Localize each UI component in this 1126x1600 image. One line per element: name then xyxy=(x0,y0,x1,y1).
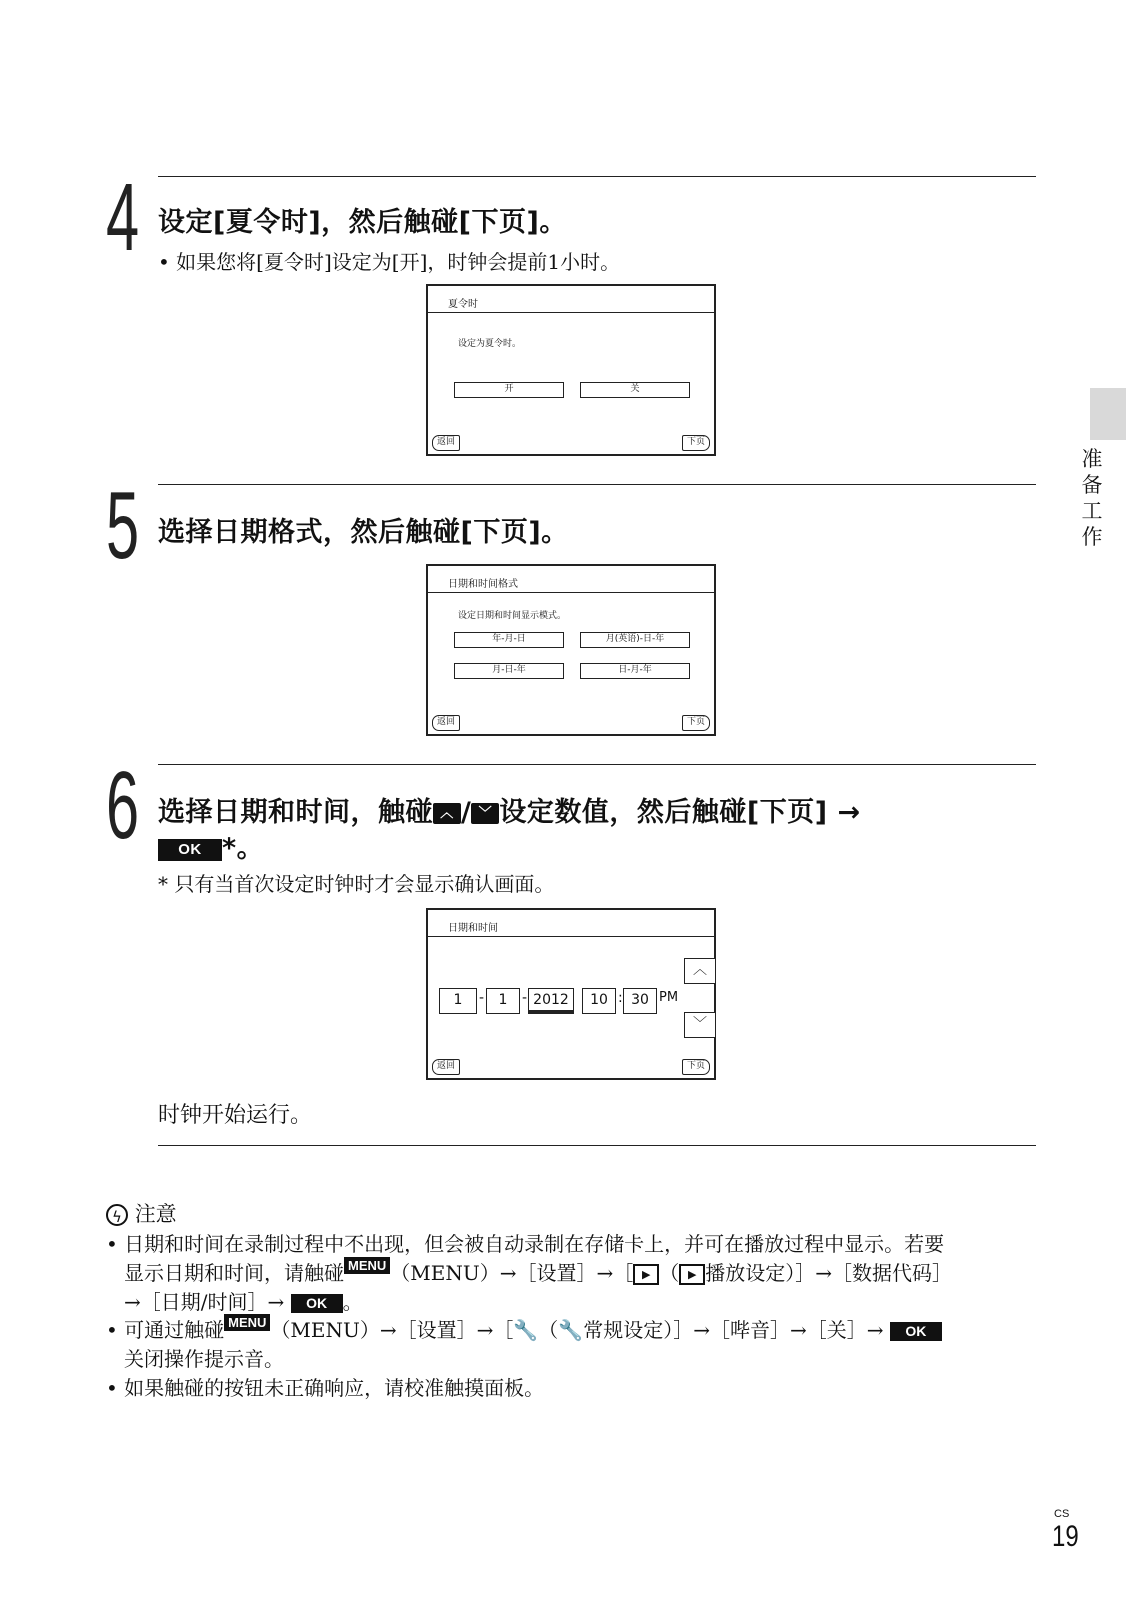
step6-rule xyxy=(158,764,1036,765)
step6-title xyxy=(158,790,861,829)
date-format-screen xyxy=(426,564,716,736)
minute-field[interactable]: 30 xyxy=(623,988,657,1014)
note1-line3 xyxy=(124,1286,363,1315)
playback-icon: ▶ xyxy=(679,1264,705,1285)
format-dmy-button[interactable]: 日-月-年 xyxy=(580,663,690,679)
note1-text: 显示日期和时间，请触碰 xyxy=(124,1261,344,1285)
ok-button-icon: OK xyxy=(890,1322,942,1341)
notes-heading-text: 注意 xyxy=(134,1202,177,1226)
note2-text: （ xyxy=(538,1318,559,1342)
dst-screen xyxy=(426,284,716,456)
page-number: 19 xyxy=(1052,1520,1079,1553)
step6-result: 时钟开始运行。 xyxy=(158,1103,313,1128)
date-format-prompt: 设定日期和时间显示模式。 xyxy=(458,611,567,621)
chevron-up-icon: ︿ xyxy=(693,962,707,978)
decrease-button[interactable] xyxy=(684,1012,716,1038)
step4-rule xyxy=(158,176,1036,177)
note1-line1: • 日期和时间在录制过程中不出现，但会被自动录制在存储卡上，并可在播放过程中显示。若要 xyxy=(106,1232,945,1256)
note1-text: →［日期/时间］→ xyxy=(124,1290,285,1314)
caution-icon: ϟ xyxy=(106,1204,128,1226)
increase-button[interactable] xyxy=(684,958,716,984)
step6-footnote: * 只有当首次设定时钟时才会显示确认画面。 xyxy=(158,872,555,896)
wrench-icon: 🔧 xyxy=(513,1318,539,1342)
day-field[interactable]: 1 xyxy=(486,988,520,1014)
step6-title-line2 xyxy=(158,826,264,865)
step5-title: 选择日期格式，然后触碰[下页]。 xyxy=(158,517,569,548)
date-separator: - xyxy=(479,990,485,1006)
page-lang-code: CS xyxy=(1054,1508,1070,1520)
dst-screen-title: 夏令时 xyxy=(448,299,478,310)
note1-text: 。 xyxy=(342,1290,363,1314)
screen-title-divider xyxy=(428,312,714,313)
menu-button-icon: MENU xyxy=(224,1314,270,1331)
note1-text: 日期和时间在录制过程中不出现，但会被自动录制在存储卡上，并可在播放过程中显示。若要 xyxy=(124,1232,945,1256)
note1-text: （MENU）→［设置］→［ xyxy=(390,1261,634,1285)
format-mdy-english-button[interactable]: 月(英语)-日-年 xyxy=(580,632,690,648)
next-button[interactable]: 下页 xyxy=(682,435,710,451)
year-field[interactable]: 2012 xyxy=(528,988,574,1014)
menu-button-icon: MENU xyxy=(344,1257,390,1274)
note1-line2 xyxy=(124,1257,952,1286)
note2-text: （MENU）→［设置］→［ xyxy=(270,1318,514,1342)
time-separator: : xyxy=(618,990,623,1006)
dst-screen-prompt: 设定为夏令时。 xyxy=(458,339,522,349)
dst-off-button[interactable]: 关 xyxy=(580,382,690,398)
step4-title: 设定[夏令时]，然后触碰[下页]。 xyxy=(158,207,567,238)
note1-text: 播放设定）］→［数据代码］ xyxy=(705,1261,952,1285)
date-format-screen-title: 日期和时间格式 xyxy=(448,579,518,590)
next-button[interactable]: 下页 xyxy=(682,715,710,731)
step4-bullet: • 如果您将[夏令时]设定为[开]，时钟会提前1小时。 xyxy=(158,250,621,274)
format-ymd-button[interactable]: 年-月-日 xyxy=(454,632,564,648)
datetime-screen xyxy=(426,908,716,1080)
chevron-down-icon: ﹀ xyxy=(693,1016,707,1032)
step6-title-sep: / xyxy=(461,797,472,828)
side-section-label: 准备工作 xyxy=(1081,447,1103,549)
note3-text: 如果触碰的按钮未正确响应，请校准触摸面板。 xyxy=(124,1376,545,1400)
notes-rule xyxy=(158,1145,1036,1146)
step6-number: 6 xyxy=(106,752,140,859)
screen-title-divider xyxy=(428,592,714,593)
back-button[interactable]: 返回 xyxy=(432,435,460,451)
step6-title-tail: *。 xyxy=(222,833,265,864)
ampm-label: PM xyxy=(659,990,679,1005)
dst-on-button[interactable]: 开 xyxy=(454,382,564,398)
next-button[interactable]: 下页 xyxy=(682,1059,710,1075)
back-button[interactable]: 返回 xyxy=(432,1059,460,1075)
note1-text: （ xyxy=(659,1261,680,1285)
month-field[interactable]: 1 xyxy=(439,988,477,1014)
note2-text: 可通过触碰 xyxy=(124,1318,225,1342)
hour-field[interactable]: 10 xyxy=(582,988,616,1014)
screen-title-divider xyxy=(428,936,714,937)
step6-title-b: 设定数值，然后触碰[下页] → xyxy=(499,797,861,828)
step4-number: 4 xyxy=(106,164,140,271)
note2-text: 常规设定）］→［哔音］→［关］→ xyxy=(583,1318,884,1342)
note2-line1: • 可通过触碰 MENU （MENU）→［设置］→［🔧（🔧常规设定）］→［哔音］→［关］→ OK xyxy=(106,1314,942,1343)
step5-rule xyxy=(158,484,1036,485)
step6-title-a: 选择日期和时间，触碰 xyxy=(158,797,433,828)
step5-number: 5 xyxy=(106,472,140,579)
ok-button-icon: OK xyxy=(291,1294,343,1313)
date-separator: - xyxy=(522,990,528,1006)
playback-icon: ▶ xyxy=(633,1264,659,1285)
side-tab-marker xyxy=(1090,388,1126,440)
notes-heading xyxy=(106,1198,177,1228)
datetime-screen-title: 日期和时间 xyxy=(448,923,498,934)
wrench-icon: 🔧 xyxy=(558,1318,584,1342)
note2-line2: 关闭操作提示音。 xyxy=(124,1347,284,1371)
back-button[interactable]: 返回 xyxy=(432,715,460,731)
step4-bullet-text: 如果您将[夏令时]设定为[开]，时钟会提前1小时。 xyxy=(176,250,621,274)
ok-button-icon: OK xyxy=(158,839,222,861)
format-mdy-button[interactable]: 月-日-年 xyxy=(454,663,564,679)
up-arrow-icon: ︿ xyxy=(433,803,461,824)
down-arrow-icon: ﹀ xyxy=(471,803,499,824)
note3-line1: • 如果触碰的按钮未正确响应，请校准触摸面板。 xyxy=(106,1376,545,1400)
